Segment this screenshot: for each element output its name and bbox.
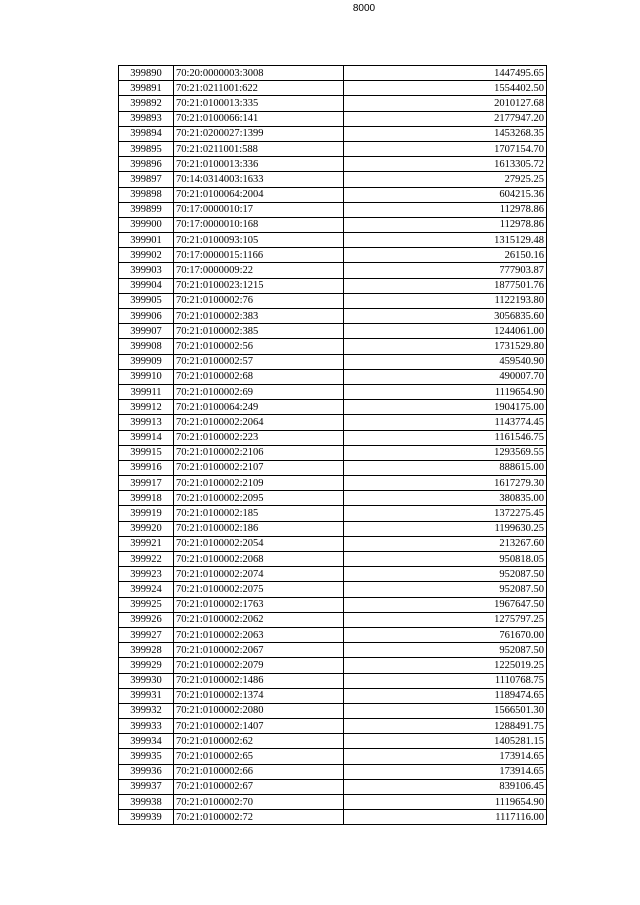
value-cell: 761670.00 bbox=[344, 627, 547, 642]
table-row bbox=[119, 293, 547, 308]
table-row bbox=[119, 460, 547, 475]
cadastral-number-cell: 70:21:0100023:1215 bbox=[174, 278, 344, 293]
row-id-cell: 399912 bbox=[119, 400, 174, 415]
value-cell: 952087.50 bbox=[344, 643, 547, 658]
row-id-cell: 399934 bbox=[119, 734, 174, 749]
table-row bbox=[119, 567, 547, 582]
row-id-cell: 399904 bbox=[119, 278, 174, 293]
cadastral-number-cell: 70:21:0100002:2064 bbox=[174, 415, 344, 430]
value-cell: 888615.00 bbox=[344, 460, 547, 475]
cadastral-number-cell: 70:21:0100002:383 bbox=[174, 309, 344, 324]
table-row bbox=[119, 187, 547, 202]
cadastral-number-cell: 70:17:0000010:17 bbox=[174, 202, 344, 217]
row-id-cell: 399902 bbox=[119, 248, 174, 263]
value-cell: 1143774.45 bbox=[344, 415, 547, 430]
registry-table-body bbox=[119, 66, 547, 825]
row-id-cell: 399939 bbox=[119, 810, 174, 825]
cadastral-number-cell: 70:21:0100002:2074 bbox=[174, 567, 344, 582]
value-cell: 604215.36 bbox=[344, 187, 547, 202]
cadastral-number-cell: 70:20:0000003:3008 bbox=[174, 66, 344, 81]
table-row bbox=[119, 309, 547, 324]
row-id-cell: 399930 bbox=[119, 673, 174, 688]
cadastral-number-cell: 70:21:0100002:2068 bbox=[174, 552, 344, 567]
table-row bbox=[119, 552, 547, 567]
cadastral-number-cell: 70:21:0100002:62 bbox=[174, 734, 344, 749]
value-cell: 1293569.55 bbox=[344, 445, 547, 460]
cadastral-number-cell: 70:21:0100064:249 bbox=[174, 400, 344, 415]
row-id-cell: 399917 bbox=[119, 476, 174, 491]
row-id-cell: 399927 bbox=[119, 627, 174, 642]
table-row bbox=[119, 202, 547, 217]
registry-table bbox=[118, 65, 547, 825]
value-cell: 1161546.75 bbox=[344, 430, 547, 445]
value-cell: 1199630.25 bbox=[344, 521, 547, 536]
value-cell: 1904175.00 bbox=[344, 400, 547, 415]
value-cell: 27925.25 bbox=[344, 172, 547, 187]
cadastral-number-cell: 70:21:0200027:1399 bbox=[174, 126, 344, 141]
row-id-cell: 399905 bbox=[119, 293, 174, 308]
cadastral-number-cell: 70:21:0100093:105 bbox=[174, 233, 344, 248]
cadastral-number-cell: 70:21:0100013:336 bbox=[174, 157, 344, 172]
value-cell: 1566501.30 bbox=[344, 703, 547, 718]
row-id-cell: 399931 bbox=[119, 688, 174, 703]
table-row bbox=[119, 172, 547, 187]
table-row bbox=[119, 66, 547, 81]
cadastral-number-cell: 70:17:0000015:1166 bbox=[174, 248, 344, 263]
row-id-cell: 399907 bbox=[119, 324, 174, 339]
row-id-cell: 399928 bbox=[119, 643, 174, 658]
table-row bbox=[119, 688, 547, 703]
value-cell: 1225019.25 bbox=[344, 658, 547, 673]
cadastral-number-cell: 70:17:0000009:22 bbox=[174, 263, 344, 278]
cadastral-number-cell: 70:21:0100002:76 bbox=[174, 293, 344, 308]
row-id-cell: 399894 bbox=[119, 126, 174, 141]
row-id-cell: 399935 bbox=[119, 749, 174, 764]
value-cell: 1117116.00 bbox=[344, 810, 547, 825]
cadastral-number-cell: 70:21:0100002:186 bbox=[174, 521, 344, 536]
value-cell: 952087.50 bbox=[344, 567, 547, 582]
table-row bbox=[119, 278, 547, 293]
cadastral-number-cell: 70:21:0100002:2067 bbox=[174, 643, 344, 658]
cadastral-number-cell: 70:21:0100002:2075 bbox=[174, 582, 344, 597]
row-id-cell: 399924 bbox=[119, 582, 174, 597]
value-cell: 380835.00 bbox=[344, 491, 547, 506]
row-id-cell: 399918 bbox=[119, 491, 174, 506]
row-id-cell: 399921 bbox=[119, 536, 174, 551]
value-cell: 777903.87 bbox=[344, 263, 547, 278]
cadastral-number-cell: 70:21:0100002:2095 bbox=[174, 491, 344, 506]
table-row bbox=[119, 400, 547, 415]
value-cell: 1275797.25 bbox=[344, 612, 547, 627]
table-row bbox=[119, 734, 547, 749]
value-cell: 1877501.76 bbox=[344, 278, 547, 293]
row-id-cell: 399929 bbox=[119, 658, 174, 673]
value-cell: 1707154.70 bbox=[344, 141, 547, 156]
cadastral-number-cell: 70:21:0100002:2062 bbox=[174, 612, 344, 627]
table-row bbox=[119, 263, 547, 278]
value-cell: 1119654.90 bbox=[344, 795, 547, 810]
cadastral-number-cell: 70:21:0100002:68 bbox=[174, 369, 344, 384]
row-id-cell: 399914 bbox=[119, 430, 174, 445]
value-cell: 839106.45 bbox=[344, 779, 547, 794]
value-cell: 1110768.75 bbox=[344, 673, 547, 688]
cadastral-number-cell: 70:21:0100002:1407 bbox=[174, 719, 344, 734]
table-row bbox=[119, 491, 547, 506]
table-row bbox=[119, 81, 547, 96]
row-id-cell: 399896 bbox=[119, 157, 174, 172]
cadastral-number-cell: 70:21:0100002:2063 bbox=[174, 627, 344, 642]
row-id-cell: 399926 bbox=[119, 612, 174, 627]
row-id-cell: 399901 bbox=[119, 233, 174, 248]
table-row bbox=[119, 476, 547, 491]
table-row bbox=[119, 141, 547, 156]
table-row bbox=[119, 324, 547, 339]
row-id-cell: 399925 bbox=[119, 597, 174, 612]
value-cell: 1405281.15 bbox=[344, 734, 547, 749]
row-id-cell: 399933 bbox=[119, 719, 174, 734]
table-row bbox=[119, 719, 547, 734]
cadastral-number-cell: 70:21:0100002:56 bbox=[174, 339, 344, 354]
cadastral-number-cell: 70:17:0000010:168 bbox=[174, 217, 344, 232]
table-row bbox=[119, 339, 547, 354]
table-row bbox=[119, 643, 547, 658]
table-row bbox=[119, 445, 547, 460]
row-id-cell: 399938 bbox=[119, 795, 174, 810]
table-row bbox=[119, 126, 547, 141]
cadastral-number-cell: 70:21:0100002:185 bbox=[174, 506, 344, 521]
table-row bbox=[119, 506, 547, 521]
value-cell: 112978.86 bbox=[344, 202, 547, 217]
value-cell: 1119654.90 bbox=[344, 384, 547, 399]
value-cell: 213267.60 bbox=[344, 536, 547, 551]
row-id-cell: 399893 bbox=[119, 111, 174, 126]
value-cell: 950818.05 bbox=[344, 552, 547, 567]
row-id-cell: 399909 bbox=[119, 354, 174, 369]
table-row bbox=[119, 795, 547, 810]
value-cell: 1554402.50 bbox=[344, 81, 547, 96]
value-cell: 1315129.48 bbox=[344, 233, 547, 248]
row-id-cell: 399910 bbox=[119, 369, 174, 384]
value-cell: 173914.65 bbox=[344, 749, 547, 764]
value-cell: 1122193.80 bbox=[344, 293, 547, 308]
table-row bbox=[119, 779, 547, 794]
table-row bbox=[119, 612, 547, 627]
row-id-cell: 399923 bbox=[119, 567, 174, 582]
value-cell: 1288491.75 bbox=[344, 719, 547, 734]
row-id-cell: 399932 bbox=[119, 703, 174, 718]
value-cell: 1617279.30 bbox=[344, 476, 547, 491]
cadastral-number-cell: 70:21:0211001:622 bbox=[174, 81, 344, 96]
value-cell: 459540.90 bbox=[344, 354, 547, 369]
cadastral-number-cell: 70:21:0100002:2107 bbox=[174, 460, 344, 475]
value-cell: 1372275.45 bbox=[344, 506, 547, 521]
cadastral-number-cell: 70:21:0100002:1763 bbox=[174, 597, 344, 612]
page-number: 8000 bbox=[352, 3, 376, 14]
value-cell: 26150.16 bbox=[344, 248, 547, 263]
table-row bbox=[119, 415, 547, 430]
cadastral-number-cell: 70:21:0100002:1374 bbox=[174, 688, 344, 703]
row-id-cell: 399922 bbox=[119, 552, 174, 567]
row-id-cell: 399890 bbox=[119, 66, 174, 81]
row-id-cell: 399903 bbox=[119, 263, 174, 278]
value-cell: 3056835.60 bbox=[344, 309, 547, 324]
table-row bbox=[119, 764, 547, 779]
value-cell: 173914.65 bbox=[344, 764, 547, 779]
row-id-cell: 399908 bbox=[119, 339, 174, 354]
cadastral-number-cell: 70:21:0100002:2079 bbox=[174, 658, 344, 673]
cadastral-number-cell: 70:21:0100002:223 bbox=[174, 430, 344, 445]
value-cell: 1967647.50 bbox=[344, 597, 547, 612]
table-row bbox=[119, 111, 547, 126]
row-id-cell: 399900 bbox=[119, 217, 174, 232]
row-id-cell: 399920 bbox=[119, 521, 174, 536]
table-row bbox=[119, 384, 547, 399]
row-id-cell: 399937 bbox=[119, 779, 174, 794]
cadastral-number-cell: 70:21:0100002:57 bbox=[174, 354, 344, 369]
cadastral-number-cell: 70:21:0100013:335 bbox=[174, 96, 344, 111]
value-cell: 2177947.20 bbox=[344, 111, 547, 126]
row-id-cell: 399913 bbox=[119, 415, 174, 430]
cadastral-number-cell: 70:21:0100064:2004 bbox=[174, 187, 344, 202]
cadastral-number-cell: 70:21:0100002:70 bbox=[174, 795, 344, 810]
table-row bbox=[119, 217, 547, 232]
row-id-cell: 399891 bbox=[119, 81, 174, 96]
cadastral-number-cell: 70:21:0100002:69 bbox=[174, 384, 344, 399]
table-row bbox=[119, 369, 547, 384]
row-id-cell: 399897 bbox=[119, 172, 174, 187]
table-row bbox=[119, 749, 547, 764]
row-id-cell: 399892 bbox=[119, 96, 174, 111]
cadastral-number-cell: 70:14:0314003:1633 bbox=[174, 172, 344, 187]
value-cell: 490007.70 bbox=[344, 369, 547, 384]
row-id-cell: 399899 bbox=[119, 202, 174, 217]
table-row bbox=[119, 597, 547, 612]
cadastral-number-cell: 70:21:0100002:1486 bbox=[174, 673, 344, 688]
row-id-cell: 399911 bbox=[119, 384, 174, 399]
cadastral-number-cell: 70:21:0100002:385 bbox=[174, 324, 344, 339]
value-cell: 952087.50 bbox=[344, 582, 547, 597]
cadastral-number-cell: 70:21:0100002:65 bbox=[174, 749, 344, 764]
cadastral-number-cell: 70:21:0100002:66 bbox=[174, 764, 344, 779]
value-cell: 1244061.00 bbox=[344, 324, 547, 339]
table-row bbox=[119, 96, 547, 111]
table-row bbox=[119, 233, 547, 248]
table-row bbox=[119, 673, 547, 688]
row-id-cell: 399898 bbox=[119, 187, 174, 202]
value-cell: 1447495.65 bbox=[344, 66, 547, 81]
table-row bbox=[119, 354, 547, 369]
cadastral-number-cell: 70:21:0100002:2080 bbox=[174, 703, 344, 718]
table-row bbox=[119, 582, 547, 597]
value-cell: 1453268.35 bbox=[344, 126, 547, 141]
table-row bbox=[119, 430, 547, 445]
table-row bbox=[119, 658, 547, 673]
row-id-cell: 399906 bbox=[119, 309, 174, 324]
table-row bbox=[119, 810, 547, 825]
cadastral-number-cell: 70:21:0100002:72 bbox=[174, 810, 344, 825]
table-row bbox=[119, 627, 547, 642]
table-row bbox=[119, 703, 547, 718]
value-cell: 2010127.68 bbox=[344, 96, 547, 111]
value-cell: 112978.86 bbox=[344, 217, 547, 232]
cadastral-number-cell: 70:21:0211001:588 bbox=[174, 141, 344, 156]
cadastral-number-cell: 70:21:0100066:141 bbox=[174, 111, 344, 126]
row-id-cell: 399919 bbox=[119, 506, 174, 521]
table-row bbox=[119, 157, 547, 172]
table-row bbox=[119, 248, 547, 263]
table-row bbox=[119, 536, 547, 551]
cadastral-number-cell: 70:21:0100002:2106 bbox=[174, 445, 344, 460]
cadastral-number-cell: 70:21:0100002:67 bbox=[174, 779, 344, 794]
row-id-cell: 399895 bbox=[119, 141, 174, 156]
row-id-cell: 399916 bbox=[119, 460, 174, 475]
value-cell: 1731529.80 bbox=[344, 339, 547, 354]
value-cell: 1189474.65 bbox=[344, 688, 547, 703]
table-row bbox=[119, 521, 547, 536]
value-cell: 1613305.72 bbox=[344, 157, 547, 172]
row-id-cell: 399915 bbox=[119, 445, 174, 460]
cadastral-number-cell: 70:21:0100002:2054 bbox=[174, 536, 344, 551]
row-id-cell: 399936 bbox=[119, 764, 174, 779]
cadastral-number-cell: 70:21:0100002:2109 bbox=[174, 476, 344, 491]
